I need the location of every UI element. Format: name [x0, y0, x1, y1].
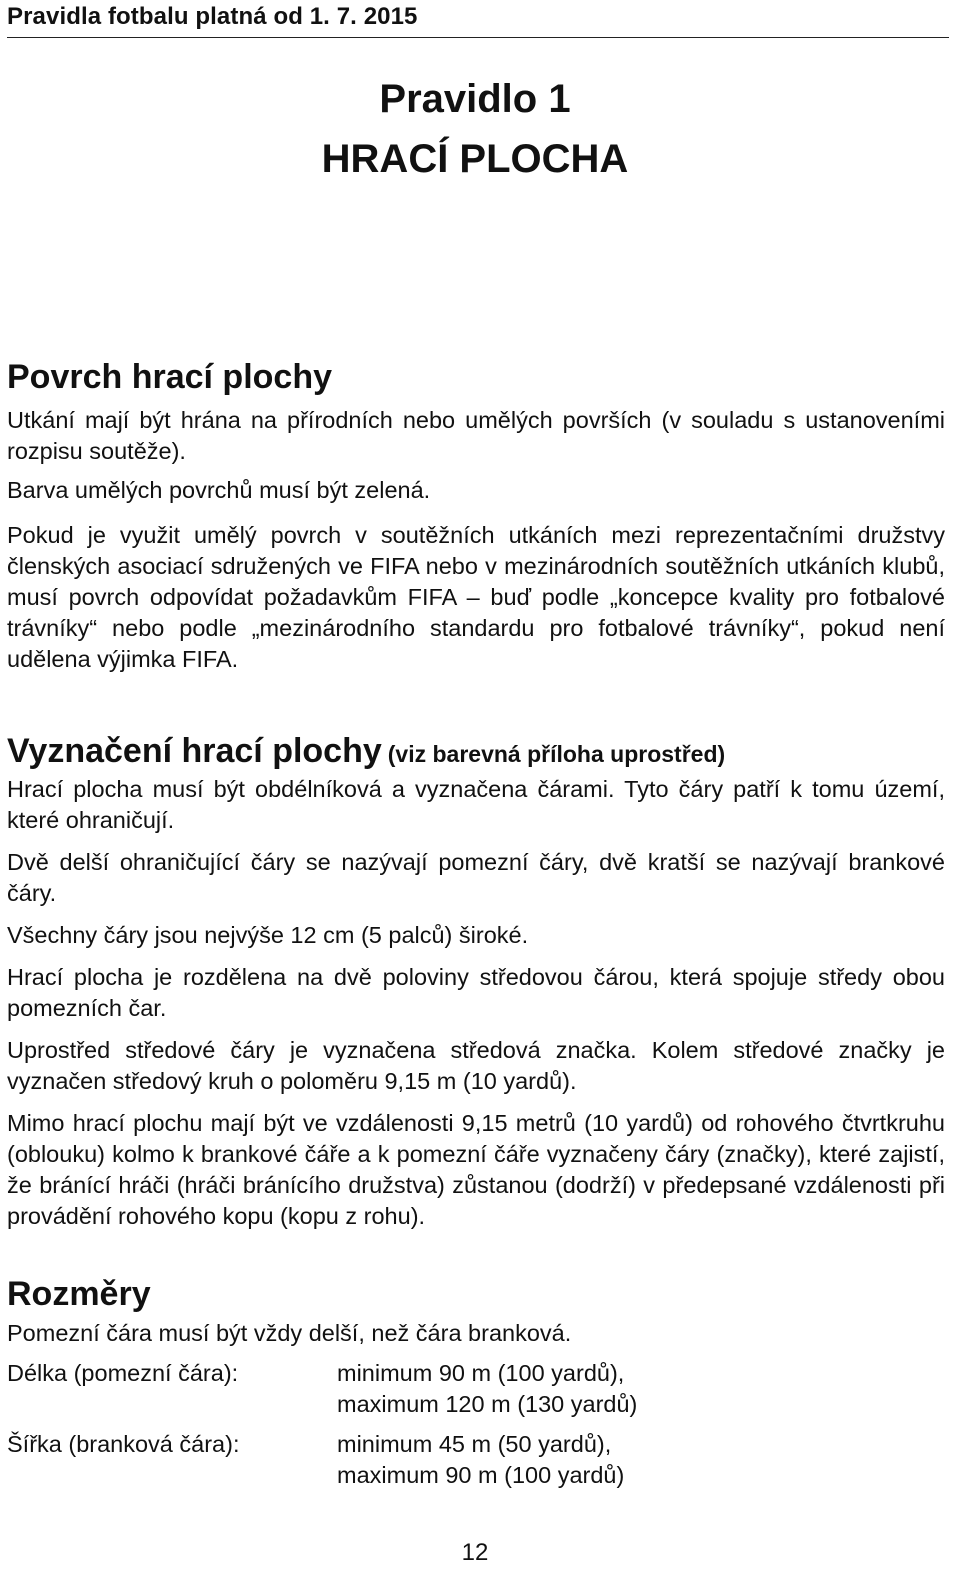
- paragraph: Barva umělých povrchů musí být zelená.: [7, 477, 431, 503]
- paragraph: Utkání mají být hrána na přírodních nebo umělých površích (v souladu s ustanoveními rozpisu soutěže).: [7, 407, 945, 464]
- paragraph: Mimo hrací plochu mají být ve vzdálenosti 9,15 metrů (10 yardů) od rohového čtvrtkruhu (oblouku) kolmo k brankové čáře a k pomezní čáře vyznačeny čáry (značky), které zajistí, že bránící hráči (hráči bránícího družstva) zůstanou (dodrží) v předepsané vzdálenosti při provádění rohového kopu (kopu z rohu).: [7, 1110, 945, 1229]
- dimension-max: maximum 90 m (100 yardů): [337, 1462, 625, 1488]
- dimension-label: Délka (pomezní čára):: [7, 1360, 239, 1386]
- page-number: 12: [461, 1539, 489, 1566]
- running-header: Pravidla fotbalu platná od 1. 7. 2015: [7, 3, 418, 30]
- paragraph: Pokud je využit umělý povrch v soutěžních utkáních mezi reprezentačními družstvy členských asociací sdružených ve FIFA nebo v mezinárodních soutěžních utkáních klubů, musí povrch odpovídat požadavkům FIFA – buď podle „koncepce kvality pro fotbalové trávníky“ nebo podle „mezinárodního standardu pro fotbalové trávníky“, pokud není udělena výjimka FIFA.: [7, 522, 945, 672]
- dimension-label: Šířka (branková čára):: [7, 1431, 240, 1457]
- paragraph: Hrací plocha je rozdělena na dvě poloviny středovou čárou, která spojuje středy obou pomezních čar.: [7, 964, 945, 1021]
- rule-number: Pravidlo 1: [379, 77, 571, 121]
- paragraph: Pomezní čára musí být vždy delší, než čára branková.: [7, 1320, 572, 1346]
- section-heading-dimensions: Rozměry: [7, 1275, 151, 1313]
- header-divider: [7, 37, 949, 38]
- paragraph: Hrací plocha musí být obdélníková a vyznačena čárami. Tyto čáry patří k tomu území, které ohraničují.: [7, 776, 945, 833]
- section-dimensions: [7, 1274, 945, 1500]
- dimension-values: [337, 1358, 945, 1420]
- section-heading-markings: [7, 731, 945, 774]
- paragraph: Všechny čáry jsou nejvýše 12 cm (5 palců) široké.: [7, 922, 529, 948]
- section-heading-surface: Povrch hrací plochy: [7, 358, 332, 396]
- dimension-row-length: [7, 1358, 945, 1420]
- rule-title: HRACÍ PLOCHA: [321, 137, 629, 181]
- paragraph: Uprostřed středové čáry je vyznačena středová značka. Kolem středové značky je vyznačen středový kruh o poloměru 9,15 m (10 yardů).: [7, 1037, 945, 1094]
- dimension-values: [337, 1429, 945, 1491]
- dimension-max: maximum 120 m (130 yardů): [337, 1391, 638, 1417]
- dimension-min: minimum 90 m (100 yardů),: [337, 1360, 625, 1386]
- section-heading-note: (viz barevná příloha uprostřed): [387, 741, 726, 767]
- section-markings: [7, 731, 945, 1243]
- dimension-row-width: [7, 1429, 945, 1491]
- section-surface: [7, 357, 945, 683]
- section-heading-markings-text: Vyznačení hrací plochy: [7, 732, 382, 770]
- paragraph: Dvě delší ohraničující čáry se nazývají pomezní čáry, dvě kratší se nazývají brankové čáry.: [7, 849, 945, 906]
- dimension-min: minimum 45 m (50 yardů),: [337, 1431, 612, 1457]
